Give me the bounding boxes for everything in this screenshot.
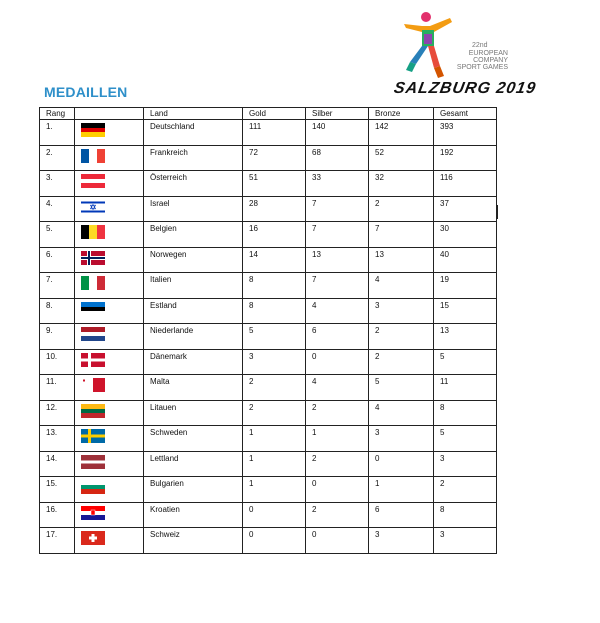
flag-cell — [75, 171, 144, 197]
table-row — [40, 349, 497, 375]
flag-cell — [75, 349, 144, 375]
gold-cell: 1 — [243, 451, 306, 477]
total-cell: 13 — [434, 324, 497, 350]
country-cell: Israel — [144, 196, 243, 222]
rank-cell: 15. — [40, 477, 75, 503]
country-cell: Kroatien — [144, 502, 243, 528]
flag-cell — [75, 451, 144, 477]
table-row — [40, 477, 497, 503]
gold-cell: 51 — [243, 171, 306, 197]
silver-cell: 140 — [306, 120, 369, 146]
logo-event-name: EUROPEAN COMPANY SPORT GAMES — [456, 50, 508, 72]
header-gold: Gold — [243, 108, 306, 120]
table-row — [40, 324, 497, 350]
flag-cell — [75, 247, 144, 273]
total-cell: 116 — [434, 171, 497, 197]
country-cell: Belgien — [144, 222, 243, 248]
switzerland-flag — [81, 531, 105, 545]
header-rank: Rang — [40, 108, 75, 120]
flag-cell — [75, 528, 144, 554]
logo-brand: SALZBURG 2019 — [392, 80, 538, 97]
flag-cell — [75, 477, 144, 503]
gold-cell: 28 — [243, 196, 306, 222]
country-cell: Frankreich — [144, 145, 243, 171]
rank-cell: 6. — [40, 247, 75, 273]
bronze-cell: 3 — [369, 426, 434, 452]
table-row — [40, 120, 497, 146]
table-row — [40, 400, 497, 426]
gold-cell: 8 — [243, 298, 306, 324]
silver-cell: 33 — [306, 171, 369, 197]
bronze-cell: 13 — [369, 247, 434, 273]
gold-cell: 0 — [243, 502, 306, 528]
silver-cell: 2 — [306, 451, 369, 477]
silver-cell: 2 — [306, 400, 369, 426]
norway-flag — [81, 251, 105, 265]
logo-edition: 22nd — [472, 42, 488, 49]
bronze-cell: 32 — [369, 171, 434, 197]
israel-flag — [81, 200, 105, 214]
total-cell: 393 — [434, 120, 497, 146]
silver-cell: 13 — [306, 247, 369, 273]
flag-cell — [75, 324, 144, 350]
malta-flag — [81, 378, 105, 392]
total-cell: 15 — [434, 298, 497, 324]
bronze-cell: 2 — [369, 196, 434, 222]
table-row — [40, 451, 497, 477]
rank-cell: 4. — [40, 196, 75, 222]
header-flag — [75, 108, 144, 120]
bronze-cell: 4 — [369, 273, 434, 299]
country-cell: Malta — [144, 375, 243, 401]
table-row — [40, 528, 497, 554]
header-silver: Silber — [306, 108, 369, 120]
denmark-flag — [81, 353, 105, 367]
estonia-flag — [81, 302, 105, 316]
gold-cell: 8 — [243, 273, 306, 299]
bronze-cell: 0 — [369, 451, 434, 477]
country-cell: Deutschland — [144, 120, 243, 146]
table-row — [40, 222, 497, 248]
total-cell: 3 — [434, 528, 497, 554]
table-header-row — [40, 108, 497, 120]
silver-cell: 1 — [306, 426, 369, 452]
country-cell: Österreich — [144, 171, 243, 197]
flag-cell — [75, 196, 144, 222]
table-row — [40, 375, 497, 401]
gold-cell: 1 — [243, 426, 306, 452]
bronze-cell: 3 — [369, 298, 434, 324]
gold-cell: 111 — [243, 120, 306, 146]
bronze-cell: 4 — [369, 400, 434, 426]
total-cell: 5 — [434, 426, 497, 452]
germany-flag — [81, 123, 105, 137]
rank-cell: 8. — [40, 298, 75, 324]
bronze-cell: 1 — [369, 477, 434, 503]
silver-cell: 2 — [306, 502, 369, 528]
silver-cell: 4 — [306, 298, 369, 324]
gold-cell: 1 — [243, 477, 306, 503]
bronze-cell: 5 — [369, 375, 434, 401]
medal-table — [39, 107, 497, 554]
rank-cell: 16. — [40, 502, 75, 528]
gold-cell: 2 — [243, 375, 306, 401]
table-row — [40, 298, 497, 324]
table-row — [40, 196, 497, 222]
gold-cell: 72 — [243, 145, 306, 171]
gold-cell: 16 — [243, 222, 306, 248]
gold-cell: 0 — [243, 528, 306, 554]
rank-cell: 10. — [40, 349, 75, 375]
flag-cell — [75, 426, 144, 452]
gold-cell: 2 — [243, 400, 306, 426]
sweden-flag — [81, 429, 105, 443]
country-cell: Lettland — [144, 451, 243, 477]
country-cell: Dänemark — [144, 349, 243, 375]
rank-cell: 3. — [40, 171, 75, 197]
total-cell: 8 — [434, 502, 497, 528]
italy-flag — [81, 276, 105, 290]
header-total: Gesamt — [434, 108, 497, 120]
silver-cell: 7 — [306, 273, 369, 299]
bronze-cell: 142 — [369, 120, 434, 146]
country-cell: Schweiz — [144, 528, 243, 554]
netherlands-flag — [81, 327, 105, 341]
table-row — [40, 502, 497, 528]
table-row — [40, 145, 497, 171]
gold-cell: 5 — [243, 324, 306, 350]
bronze-cell: 2 — [369, 324, 434, 350]
country-cell: Litauen — [144, 400, 243, 426]
flag-cell — [75, 502, 144, 528]
table-row — [40, 247, 497, 273]
total-cell: 30 — [434, 222, 497, 248]
country-cell: Schweden — [144, 426, 243, 452]
header-country: Land — [144, 108, 243, 120]
table-row — [40, 273, 497, 299]
country-cell: Bulgarien — [144, 477, 243, 503]
flag-cell — [75, 222, 144, 248]
country-cell: Norwegen — [144, 247, 243, 273]
country-cell: Estland — [144, 298, 243, 324]
flag-cell — [75, 375, 144, 401]
bronze-cell: 2 — [369, 349, 434, 375]
rank-cell: 17. — [40, 528, 75, 554]
rank-cell: 1. — [40, 120, 75, 146]
rank-cell: 14. — [40, 451, 75, 477]
country-cell: Italien — [144, 273, 243, 299]
flag-cell — [75, 400, 144, 426]
silver-cell: 4 — [306, 375, 369, 401]
flag-cell — [75, 145, 144, 171]
silver-cell: 7 — [306, 222, 369, 248]
gold-cell: 14 — [243, 247, 306, 273]
gold-cell: 3 — [243, 349, 306, 375]
total-cell: 8 — [434, 400, 497, 426]
rank-cell: 2. — [40, 145, 75, 171]
austria-flag — [81, 174, 105, 188]
lithuania-flag — [81, 404, 105, 418]
table-row — [40, 171, 497, 197]
croatia-flag — [81, 506, 105, 520]
event-logo — [392, 10, 538, 100]
latvia-flag — [81, 455, 105, 469]
rank-cell: 13. — [40, 426, 75, 452]
flag-cell — [75, 273, 144, 299]
total-cell: 5 — [434, 349, 497, 375]
country-cell: Niederlande — [144, 324, 243, 350]
silver-cell: 68 — [306, 145, 369, 171]
total-cell: 11 — [434, 375, 497, 401]
rank-cell: 7. — [40, 273, 75, 299]
bronze-cell: 6 — [369, 502, 434, 528]
silver-cell: 6 — [306, 324, 369, 350]
silver-cell: 0 — [306, 349, 369, 375]
total-cell: 3 — [434, 451, 497, 477]
total-cell: 40 — [434, 247, 497, 273]
silver-cell: 7 — [306, 196, 369, 222]
total-cell: 19 — [434, 273, 497, 299]
bronze-cell: 3 — [369, 528, 434, 554]
france-flag — [81, 149, 105, 163]
bronze-cell: 7 — [369, 222, 434, 248]
total-cell: 2 — [434, 477, 497, 503]
rank-cell: 9. — [40, 324, 75, 350]
header-bronze: Bronze — [369, 108, 434, 120]
margin-marker — [497, 205, 498, 219]
belgium-flag — [81, 225, 105, 239]
silver-cell: 0 — [306, 477, 369, 503]
total-cell: 37 — [434, 196, 497, 222]
bronze-cell: 52 — [369, 145, 434, 171]
rank-cell: 12. — [40, 400, 75, 426]
flag-cell — [75, 298, 144, 324]
flag-cell — [75, 120, 144, 146]
rank-cell: 5. — [40, 222, 75, 248]
section-title: MEDAILLEN — [44, 84, 128, 100]
table-row — [40, 426, 497, 452]
total-cell: 192 — [434, 145, 497, 171]
silver-cell: 0 — [306, 528, 369, 554]
bulgaria-flag — [81, 480, 105, 494]
rank-cell: 11. — [40, 375, 75, 401]
